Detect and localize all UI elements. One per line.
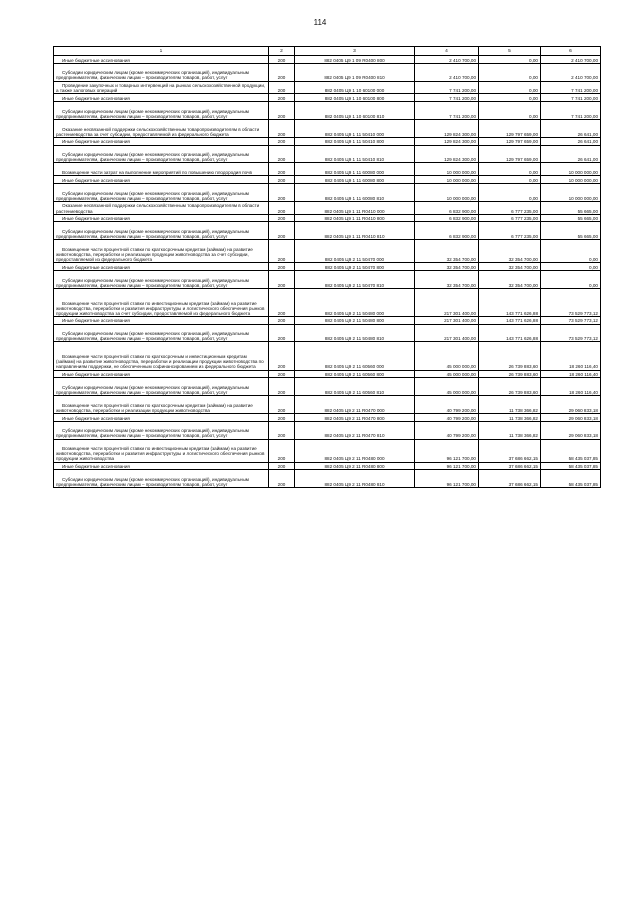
row-code-cell: 200 bbox=[269, 137, 295, 145]
table-row bbox=[54, 102, 601, 120]
row-name-cell: Иные бюджетные ассигнования bbox=[54, 214, 269, 222]
row-assigned-cell: 10 000 000,00 bbox=[415, 163, 479, 176]
row-code-cell: 200 bbox=[269, 421, 295, 439]
row-name-cell: Субсидии юридическим лицам (кроме некоммерческих организаций), индивидуальным предпринимателям, физическим лицам – производителям товаров, работ, услуг bbox=[54, 102, 269, 120]
row-remaining-cell: 55 665,00 bbox=[541, 201, 601, 214]
row-code-cell: 200 bbox=[269, 462, 295, 470]
row-code-cell: 200 bbox=[269, 94, 295, 102]
row-kbk-cell: 882 0405 Ц9 2 11 60560 800 bbox=[295, 370, 415, 378]
header-col-3: 3 bbox=[295, 47, 415, 56]
row-kbk-cell: 882 0405 Ц9 1 10 60100 000 bbox=[295, 81, 415, 94]
row-remaining-cell: 55 665,00 bbox=[541, 214, 601, 222]
row-kbk-cell: 882 0405 Ц9 1 11 R0410 810 bbox=[295, 222, 415, 240]
row-code-cell: 200 bbox=[269, 81, 295, 94]
row-remaining-cell: 10 000 000,00 bbox=[541, 183, 601, 201]
table-row bbox=[54, 163, 601, 176]
row-executed-cell: 32 354 700,00 bbox=[479, 240, 541, 263]
row-executed-cell: 6 777 235,00 bbox=[479, 201, 541, 214]
table-row bbox=[54, 81, 601, 94]
row-name-cell: Иные бюджетные ассигнования bbox=[54, 94, 269, 102]
row-name-cell: Иные бюджетные ассигнования bbox=[54, 176, 269, 184]
row-code-cell: 200 bbox=[269, 183, 295, 201]
row-assigned-cell: 217 301 400,00 bbox=[415, 288, 479, 316]
row-name-cell: Иные бюджетные ассигнования bbox=[54, 137, 269, 145]
row-kbk-cell: 882 0405 Ц9 2 11 R0470 000 bbox=[295, 396, 415, 414]
row-remaining-cell: 10 000 000,00 bbox=[541, 176, 601, 184]
table-row bbox=[54, 201, 601, 214]
table-row bbox=[54, 270, 601, 288]
row-name-cell: Возмещение части процентной ставки по краткосрочным кредитам (займам) на развитие животноводства, переработки и реализации продукции животноводства за счет субсидии, предоставляемой из федерального бюджета bbox=[54, 240, 269, 263]
table-row bbox=[54, 324, 601, 342]
row-executed-cell: 37 686 662,15 bbox=[479, 470, 541, 488]
row-kbk-cell: 882 0405 Ц9 1 09 R0400 810 bbox=[295, 63, 415, 81]
row-assigned-cell: 10 000 000,00 bbox=[415, 183, 479, 201]
row-kbk-cell: 882 0405 Ц9 1 11 50410 000 bbox=[295, 119, 415, 137]
row-name-cell: Возмещение части процентной ставки по краткосрочным и инвестиционным кредитам (займам) на развитие животноводства, переработки и реализации продукции животноводства по направлениям поддержки, не обеспеченным софинансированием из федерального бюджета bbox=[54, 342, 269, 370]
table-row bbox=[54, 63, 601, 81]
row-code-cell: 200 bbox=[269, 396, 295, 414]
row-executed-cell: 32 354 700,00 bbox=[479, 263, 541, 271]
row-code-cell: 200 bbox=[269, 222, 295, 240]
table-row bbox=[54, 342, 601, 370]
table-row bbox=[54, 316, 601, 324]
row-name-cell: Субсидии юридическим лицам (кроме некоммерческих организаций), индивидуальным предпринимателям, физическим лицам – производителям товаров, работ, услуг bbox=[54, 470, 269, 488]
row-code-cell: 200 bbox=[269, 342, 295, 370]
row-kbk-cell: 882 0405 Ц9 1 09 R0400 800 bbox=[295, 56, 415, 64]
table-row bbox=[54, 370, 601, 378]
row-assigned-cell: 2 410 700,00 bbox=[415, 56, 479, 64]
row-executed-cell: 143 771 626,88 bbox=[479, 288, 541, 316]
row-executed-cell: 37 686 662,15 bbox=[479, 439, 541, 462]
table-row bbox=[54, 176, 601, 184]
row-code-cell: 200 bbox=[269, 263, 295, 271]
row-kbk-cell: 882 0405 Ц9 2 11 50480 800 bbox=[295, 316, 415, 324]
row-remaining-cell: 55 665,00 bbox=[541, 222, 601, 240]
row-assigned-cell: 96 121 700,00 bbox=[415, 462, 479, 470]
row-assigned-cell: 10 000 000,00 bbox=[415, 176, 479, 184]
row-code-cell: 200 bbox=[269, 145, 295, 163]
row-assigned-cell: 96 121 700,00 bbox=[415, 439, 479, 462]
row-remaining-cell: 26 641,00 bbox=[541, 145, 601, 163]
row-code-cell: 200 bbox=[269, 240, 295, 263]
row-kbk-cell: 882 0405 Ц9 2 11 R0480 800 bbox=[295, 462, 415, 470]
row-remaining-cell: 7 741 200,00 bbox=[541, 94, 601, 102]
row-remaining-cell: 73 529 773,12 bbox=[541, 288, 601, 316]
row-assigned-cell: 32 354 700,00 bbox=[415, 270, 479, 288]
row-assigned-cell: 6 832 900,00 bbox=[415, 201, 479, 214]
page-number: 114 bbox=[313, 18, 327, 27]
row-code-cell: 200 bbox=[269, 163, 295, 176]
row-remaining-cell: 0,00 bbox=[541, 240, 601, 263]
table-row bbox=[54, 222, 601, 240]
row-kbk-cell: 882 0405 Ц9 1 10 60100 810 bbox=[295, 102, 415, 120]
row-assigned-cell: 7 741 200,00 bbox=[415, 102, 479, 120]
row-assigned-cell: 45 000 000,00 bbox=[415, 342, 479, 370]
row-kbk-cell: 882 0405 Ц9 2 11 50480 000 bbox=[295, 288, 415, 316]
row-code-cell: 200 bbox=[269, 288, 295, 316]
row-kbk-cell: 882 0405 Ц9 2 11 50470 810 bbox=[295, 270, 415, 288]
row-code-cell: 200 bbox=[269, 413, 295, 421]
row-name-cell: Проведение закупочных и товарных интервенций на рынках сельскохозяйственной продукции, а также залоговых операций bbox=[54, 81, 269, 94]
row-executed-cell: 11 738 366,82 bbox=[479, 421, 541, 439]
row-remaining-cell: 58 435 037,85 bbox=[541, 470, 601, 488]
row-name-cell: Иные бюджетные ассигнования bbox=[54, 56, 269, 64]
table-row bbox=[54, 413, 601, 421]
row-name-cell: Возмещение части затрат на выполнение мероприятий по повышению плодородия почв bbox=[54, 163, 269, 176]
row-code-cell: 200 bbox=[269, 378, 295, 396]
row-code-cell: 200 bbox=[269, 102, 295, 120]
row-executed-cell: 32 354 700,00 bbox=[479, 270, 541, 288]
row-remaining-cell: 2 410 700,00 bbox=[541, 56, 601, 64]
row-kbk-cell: 882 0405 Ц9 1 11 60080 800 bbox=[295, 176, 415, 184]
row-remaining-cell: 26 641,00 bbox=[541, 137, 601, 145]
row-name-cell: Иные бюджетные ассигнования bbox=[54, 413, 269, 421]
row-name-cell: Оказание несвязанной поддержки сельскохозяйственным товаропроизводителям в области растениеводства bbox=[54, 201, 269, 214]
row-assigned-cell: 32 354 700,00 bbox=[415, 263, 479, 271]
row-executed-cell: 26 739 883,60 bbox=[479, 370, 541, 378]
table-row bbox=[54, 396, 601, 414]
row-name-cell: Иные бюджетные ассигнования bbox=[54, 316, 269, 324]
row-assigned-cell: 129 824 300,00 bbox=[415, 137, 479, 145]
row-name-cell: Субсидии юридическим лицам (кроме некоммерческих организаций), индивидуальным предпринимателям, физическим лицам – производителям товаров, работ, услуг bbox=[54, 222, 269, 240]
row-code-cell: 200 bbox=[269, 176, 295, 184]
row-assigned-cell: 7 741 200,00 bbox=[415, 81, 479, 94]
row-assigned-cell: 129 824 300,00 bbox=[415, 119, 479, 137]
row-kbk-cell: 882 0405 Ц9 2 11 R0480 000 bbox=[295, 439, 415, 462]
row-executed-cell: 0,00 bbox=[479, 94, 541, 102]
row-kbk-cell: 882 0405 Ц9 2 11 50480 810 bbox=[295, 324, 415, 342]
row-name-cell: Возмещение части процентной ставки по инвестиционным кредитам (займам) на развитие животноводства, переработки и развития инфраструктуры и логистического обеспечения рынков продукции животноводства за счет субсидии, предоставляемой из федерального бюджета bbox=[54, 288, 269, 316]
row-kbk-cell: 882 0405 Ц9 2 11 60560 000 bbox=[295, 342, 415, 370]
row-name-cell: Субсидии юридическим лицам (кроме некоммерческих организаций), индивидуальным предпринимателям, физическим лицам – производителям товаров, работ, услуг bbox=[54, 63, 269, 81]
row-kbk-cell: 882 0405 Ц9 2 11 60560 810 bbox=[295, 378, 415, 396]
row-assigned-cell: 40 799 200,00 bbox=[415, 413, 479, 421]
row-executed-cell: 6 777 235,00 bbox=[479, 214, 541, 222]
row-kbk-cell: 882 0405 Ц9 2 11 50470 800 bbox=[295, 263, 415, 271]
table-row bbox=[54, 94, 601, 102]
header-col-1: 1 bbox=[54, 47, 269, 56]
row-kbk-cell: 882 0405 Ц9 1 11 R0410 800 bbox=[295, 214, 415, 222]
row-code-cell: 200 bbox=[269, 270, 295, 288]
row-assigned-cell: 6 832 900,00 bbox=[415, 214, 479, 222]
row-name-cell: Иные бюджетные ассигнования bbox=[54, 462, 269, 470]
row-remaining-cell: 18 260 116,40 bbox=[541, 378, 601, 396]
row-code-cell: 200 bbox=[269, 119, 295, 137]
row-assigned-cell: 40 799 200,00 bbox=[415, 396, 479, 414]
row-assigned-cell: 129 824 300,00 bbox=[415, 145, 479, 163]
row-name-cell: Субсидии юридическим лицам (кроме некоммерческих организаций), индивидуальным предпринимателям, физическим лицам – производителям товаров, работ, услуг bbox=[54, 378, 269, 396]
row-remaining-cell: 2 410 700,00 bbox=[541, 63, 601, 81]
row-executed-cell: 0,00 bbox=[479, 81, 541, 94]
row-kbk-cell: 882 0405 Ц9 1 11 50410 810 bbox=[295, 145, 415, 163]
table-body bbox=[54, 56, 601, 488]
row-name-cell: Возмещение части процентной ставки по инвестиционным кредитам (займам) на развитие животноводства, переработки и развития инфраструктуры и логистического обеспечения рынков продукции животноводства bbox=[54, 439, 269, 462]
row-executed-cell: 6 777 235,00 bbox=[479, 222, 541, 240]
row-assigned-cell: 217 301 400,00 bbox=[415, 324, 479, 342]
row-name-cell: Возмещение части процентной ставки по краткосрочным кредитам (займам) на развитие животноводства, переработки и реализации продукции животноводства bbox=[54, 396, 269, 414]
row-executed-cell: 143 771 626,88 bbox=[479, 316, 541, 324]
row-code-cell: 200 bbox=[269, 470, 295, 488]
row-kbk-cell: 882 0405 Ц9 2 11 50470 000 bbox=[295, 240, 415, 263]
table-row bbox=[54, 183, 601, 201]
row-code-cell: 200 bbox=[269, 56, 295, 64]
row-remaining-cell: 0,00 bbox=[541, 270, 601, 288]
row-remaining-cell: 29 060 833,18 bbox=[541, 421, 601, 439]
table-row bbox=[54, 145, 601, 163]
row-executed-cell: 11 738 366,82 bbox=[479, 413, 541, 421]
row-assigned-cell: 7 741 200,00 bbox=[415, 94, 479, 102]
row-kbk-cell: 882 0405 Ц9 1 11 60080 000 bbox=[295, 163, 415, 176]
row-kbk-cell: 882 0405 Ц9 1 11 50410 800 bbox=[295, 137, 415, 145]
table-row bbox=[54, 240, 601, 263]
row-executed-cell: 26 739 883,60 bbox=[479, 378, 541, 396]
row-remaining-cell: 18 260 116,40 bbox=[541, 342, 601, 370]
row-assigned-cell: 40 799 200,00 bbox=[415, 421, 479, 439]
row-executed-cell: 129 797 659,00 bbox=[479, 145, 541, 163]
budget-table bbox=[53, 46, 601, 488]
row-executed-cell: 0,00 bbox=[479, 102, 541, 120]
header-row bbox=[54, 47, 601, 56]
table-row bbox=[54, 439, 601, 462]
row-assigned-cell: 2 410 700,00 bbox=[415, 63, 479, 81]
row-name-cell: Субсидии юридическим лицам (кроме некоммерческих организаций), индивидуальным предпринимателям, физическим лицам – производителям товаров, работ, услуг bbox=[54, 183, 269, 201]
row-kbk-cell: 882 0405 Ц9 2 11 R0480 810 bbox=[295, 470, 415, 488]
row-remaining-cell: 26 641,00 bbox=[541, 119, 601, 137]
row-executed-cell: 129 797 659,00 bbox=[479, 119, 541, 137]
table-row bbox=[54, 470, 601, 488]
row-assigned-cell: 6 832 900,00 bbox=[415, 222, 479, 240]
row-executed-cell: 0,00 bbox=[479, 163, 541, 176]
row-kbk-cell: 882 0405 Ц9 1 11 R0410 000 bbox=[295, 201, 415, 214]
header-col-6: 6 bbox=[541, 47, 601, 56]
row-assigned-cell: 32 354 700,00 bbox=[415, 240, 479, 263]
row-name-cell: Иные бюджетные ассигнования bbox=[54, 370, 269, 378]
table-row bbox=[54, 378, 601, 396]
header-col-4: 4 bbox=[415, 47, 479, 56]
table-row bbox=[54, 137, 601, 145]
row-name-cell: Субсидии юридическим лицам (кроме некоммерческих организаций), индивидуальным предпринимателям, физическим лицам – производителям товаров, работ, услуг bbox=[54, 270, 269, 288]
table-row bbox=[54, 119, 601, 137]
table-row bbox=[54, 421, 601, 439]
row-code-cell: 200 bbox=[269, 201, 295, 214]
row-remaining-cell: 73 529 773,12 bbox=[541, 324, 601, 342]
row-remaining-cell: 73 529 773,12 bbox=[541, 316, 601, 324]
row-kbk-cell: 882 0405 Ц9 1 11 60080 810 bbox=[295, 183, 415, 201]
row-name-cell: Оказание несвязанной поддержки сельскохозяйственным товаропроизводителям в области растениеводства за счет субсидии, предоставляемой из федерального бюджета bbox=[54, 119, 269, 137]
row-remaining-cell: 0,00 bbox=[541, 263, 601, 271]
row-remaining-cell: 7 741 200,00 bbox=[541, 81, 601, 94]
row-executed-cell: 0,00 bbox=[479, 183, 541, 201]
row-code-cell: 200 bbox=[269, 214, 295, 222]
row-remaining-cell: 58 435 037,85 bbox=[541, 462, 601, 470]
table-row bbox=[54, 462, 601, 470]
row-code-cell: 200 bbox=[269, 63, 295, 81]
row-assigned-cell: 96 121 700,00 bbox=[415, 470, 479, 488]
row-assigned-cell: 217 301 400,00 bbox=[415, 316, 479, 324]
row-name-cell: Иные бюджетные ассигнования bbox=[54, 263, 269, 271]
header-col-5: 5 bbox=[479, 47, 541, 56]
row-remaining-cell: 7 741 200,00 bbox=[541, 102, 601, 120]
row-assigned-cell: 45 000 000,00 bbox=[415, 370, 479, 378]
table-row bbox=[54, 288, 601, 316]
row-kbk-cell: 882 0405 Ц9 2 11 R0470 800 bbox=[295, 413, 415, 421]
table-row bbox=[54, 56, 601, 64]
row-kbk-cell: 882 0405 Ц9 1 10 60100 800 bbox=[295, 94, 415, 102]
row-code-cell: 200 bbox=[269, 370, 295, 378]
row-executed-cell: 0,00 bbox=[479, 56, 541, 64]
row-executed-cell: 143 771 626,88 bbox=[479, 324, 541, 342]
row-remaining-cell: 29 060 833,18 bbox=[541, 396, 601, 414]
row-remaining-cell: 29 060 833,18 bbox=[541, 413, 601, 421]
row-assigned-cell: 45 000 000,00 bbox=[415, 378, 479, 396]
header-col-2: 2 bbox=[269, 47, 295, 56]
table-row bbox=[54, 214, 601, 222]
row-executed-cell: 11 738 366,82 bbox=[479, 396, 541, 414]
row-name-cell: Субсидии юридическим лицам (кроме некоммерческих организаций), индивидуальным предпринимателям, физическим лицам – производителям товаров, работ, услуг bbox=[54, 421, 269, 439]
row-executed-cell: 0,00 bbox=[479, 63, 541, 81]
row-code-cell: 200 bbox=[269, 439, 295, 462]
row-code-cell: 200 bbox=[269, 324, 295, 342]
row-executed-cell: 0,00 bbox=[479, 176, 541, 184]
row-executed-cell: 37 686 662,15 bbox=[479, 462, 541, 470]
row-executed-cell: 26 739 883,60 bbox=[479, 342, 541, 370]
row-remaining-cell: 10 000 000,00 bbox=[541, 163, 601, 176]
row-remaining-cell: 18 260 116,40 bbox=[541, 370, 601, 378]
row-name-cell: Субсидии юридическим лицам (кроме некоммерческих организаций), индивидуальным предпринимателям, физическим лицам – производителям товаров, работ, услуг bbox=[54, 145, 269, 163]
row-code-cell: 200 bbox=[269, 316, 295, 324]
table-row bbox=[54, 263, 601, 271]
row-name-cell: Субсидии юридическим лицам (кроме некоммерческих организаций), индивидуальным предпринимателям, физическим лицам – производителям товаров, работ, услуг bbox=[54, 324, 269, 342]
row-remaining-cell: 58 435 037,85 bbox=[541, 439, 601, 462]
row-kbk-cell: 882 0405 Ц9 2 11 R0470 810 bbox=[295, 421, 415, 439]
row-executed-cell: 129 797 659,00 bbox=[479, 137, 541, 145]
